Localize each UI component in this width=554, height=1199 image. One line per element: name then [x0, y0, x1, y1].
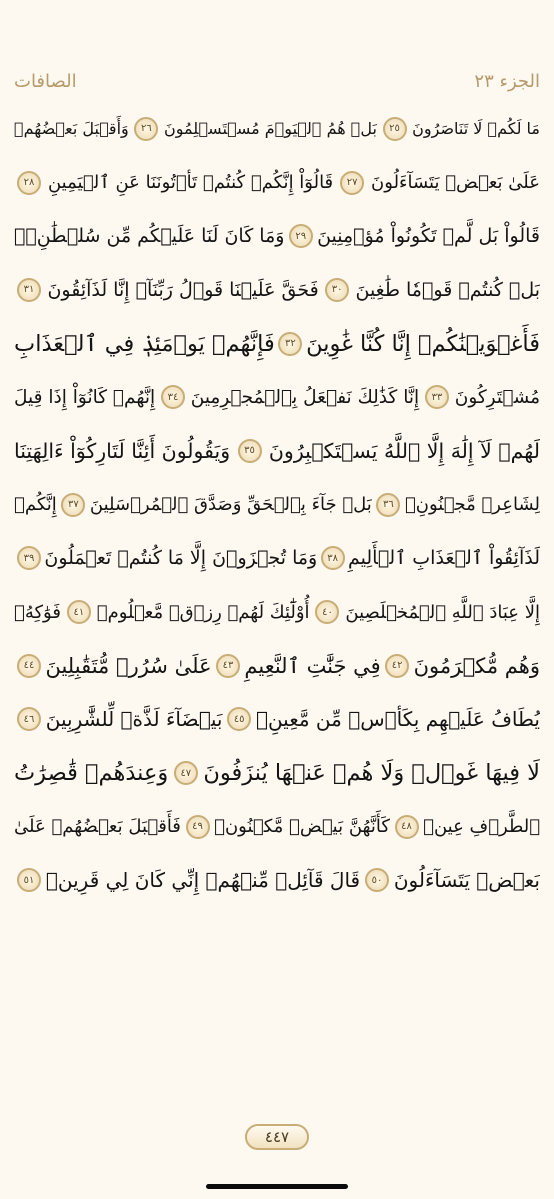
verse-text[interactable]: وَمَا كَانَ لَنَا عَلَيۡكُم مِّن سُلۡطَٰنِۭۖ: [14, 225, 285, 248]
ayah-number-marker[interactable]: ٣٠: [325, 278, 349, 302]
text-line: [14, 532, 540, 586]
text-line: [14, 317, 540, 371]
text-line: [14, 854, 540, 908]
text-line: [14, 424, 540, 478]
ayah-number-marker[interactable]: ٣٣: [425, 385, 449, 409]
ayah-number-marker[interactable]: ٣٦: [376, 493, 400, 517]
ayah-number-marker[interactable]: ٣٤: [161, 385, 185, 409]
verse-text[interactable]: لِشَاعِرٖ مَّجۡنُونِۭ: [404, 494, 540, 516]
text-line: [14, 639, 540, 693]
verse-text[interactable]: عَلَىٰ سُرُرٖ مُّتَقَٰبِلِينَ: [45, 653, 212, 678]
verse-text[interactable]: بَلۡ جَآءَ بِٱلۡحَقِّ وَصَدَّقَ ٱلۡمُرۡسَلِينَ: [89, 494, 372, 516]
ayah-number-marker[interactable]: ٢٨: [17, 171, 41, 195]
ayah-number-marker[interactable]: ٣٩: [17, 546, 41, 570]
verse-text[interactable]: بَيۡضَآءَ لَذَّةٖ لِّلشَّٰرِبِينَ: [45, 707, 223, 732]
ayah-number-marker[interactable]: ٤٤: [17, 654, 41, 678]
page-number: ٤٤٧: [264, 1128, 290, 1146]
ayah-number-marker[interactable]: ٢٧: [340, 171, 364, 195]
verse-text[interactable]: لَذَآئِقُواْ ٱلۡعَذَابِ ٱلۡأَلِيمِ: [347, 547, 540, 570]
ayah-number-marker[interactable]: ٢٩: [289, 224, 313, 248]
verse-text[interactable]: إِنَّهُمۡ كَانُوٓاْ إِذَا قِيلَ: [14, 386, 156, 408]
ayah-number-marker[interactable]: ٣٥: [238, 439, 262, 463]
ayah-number-marker[interactable]: ٥٠: [365, 868, 389, 892]
text-line: [14, 585, 540, 639]
page-header: [14, 66, 540, 96]
ayah-number-marker[interactable]: ٢٦: [134, 117, 158, 141]
verse-text[interactable]: أُوْلَٰٓئِكَ لَهُمۡ رِزۡقٞ مَّعۡلُومٞ: [96, 601, 310, 623]
verse-text[interactable]: قَالُواْ بَل لَّمۡ تَكُونُواْ مُؤۡمِنِينَ: [317, 225, 540, 248]
verse-text[interactable]: بَلۡ كُنتُمۡ قَوۡمٗا طَٰغِينَ: [355, 278, 540, 301]
verse-text[interactable]: وَيَقُولُونَ أَئِنَّا لَتَارِكُوٓاْ ءَالِهَتِنَا: [14, 438, 231, 463]
ayah-number-marker[interactable]: ٣٢: [278, 332, 302, 356]
ayah-number-marker[interactable]: ٢٥: [383, 117, 407, 141]
ayah-number-marker[interactable]: ٤١: [67, 600, 91, 624]
verse-text[interactable]: لَهُمۡ لَآ إِلَٰهَ إِلَّا ٱللَّهُ يَسۡتَكۡبِرُونَ: [268, 438, 540, 463]
text-line: [14, 478, 540, 532]
verse-text[interactable]: وَعِندَهُمۡ قَٰصِرَٰتُ: [14, 760, 169, 787]
ayah-number-marker[interactable]: ٤٥: [227, 707, 251, 731]
text-line: [14, 209, 540, 263]
verse-text[interactable]: يُطَافُ عَلَيۡهِم بِكَأۡسٖ مِّن مَّعِينِۭ: [255, 707, 540, 732]
home-indicator[interactable]: [206, 1184, 348, 1189]
verse-text[interactable]: فَإِنَّهُمۡ يَوۡمَئِذٖ فِي ٱلۡعَذَابِ: [14, 330, 275, 357]
verse-text[interactable]: ٱلطَّرۡفِ عِينٞ: [423, 816, 540, 838]
text-line: [14, 102, 540, 156]
verse-text[interactable]: إِلَّا عِبَادَ ٱللَّهِ ٱلۡمُخۡلَصِينَ: [345, 601, 540, 623]
ayah-number-marker[interactable]: ٤٧: [174, 761, 198, 785]
text-line: [14, 156, 540, 210]
verse-text[interactable]: فِي جَنَّٰتِ ٱلنَّعِيمِ: [244, 653, 381, 678]
verse-text[interactable]: إِنَّا كَذَٰلِكَ نَفۡعَلُ بِٱلۡمُجۡرِمِينَ: [190, 386, 420, 408]
text-line: [14, 800, 540, 854]
ayah-number-marker[interactable]: ٤٩: [186, 815, 210, 839]
ayah-number-marker[interactable]: ٣٧: [61, 493, 85, 517]
ayah-number-marker[interactable]: ٤٢: [385, 654, 409, 678]
verse-text[interactable]: مَا لَكُمۡ لَا تَنَاصَرُونَ: [412, 119, 540, 139]
verse-text[interactable]: مُشۡتَرِكُونَ: [454, 386, 540, 408]
ayah-number-marker[interactable]: ٤٨: [395, 815, 419, 839]
verse-text[interactable]: وَهُم مُّكۡرَمُونَ: [413, 653, 540, 678]
quran-page-text: [14, 102, 540, 907]
ayah-number-marker[interactable]: ٣١: [17, 278, 41, 302]
verse-text[interactable]: وَأَقۡبَلَ بَعۡضُهُمۡ: [14, 119, 129, 139]
verse-text[interactable]: بَعۡضٖ يَتَسَآءَلُونَ: [393, 868, 540, 893]
verse-text[interactable]: بَلۡ هُمُ ٱلۡيَوۡمَ مُسۡتَسۡلِمُونَ: [164, 119, 377, 139]
verse-text[interactable]: فَوَٰكِهُۖ: [14, 601, 61, 623]
text-line: [14, 370, 540, 424]
verse-text[interactable]: كَأَنَّهُنَّ بَيۡضٞ مَّكۡنُونٞ: [214, 816, 390, 838]
ayah-number-marker[interactable]: ٤٦: [17, 707, 41, 731]
verse-text[interactable]: عَلَىٰ بَعۡضٖ يَتَسَآءَلُونَ: [371, 172, 540, 194]
ayah-number-marker[interactable]: ٤٣: [216, 654, 240, 678]
verse-text[interactable]: فَأَقۡبَلَ بَعۡضُهُمۡ عَلَىٰ: [14, 816, 181, 838]
text-line: [14, 693, 540, 747]
surah-name: الصافات: [14, 70, 77, 92]
text-line: [14, 746, 540, 800]
ayah-number-marker[interactable]: ٣٨: [321, 546, 345, 570]
verse-text[interactable]: وَمَا تُجۡزَوۡنَ إِلَّا مَا كُنتُمۡ تَعۡمَلُونَ: [44, 547, 318, 570]
page-number-badge: [245, 1124, 309, 1150]
juz-label: الجزء ٢٣: [474, 70, 540, 92]
verse-text[interactable]: فَأَغۡوَيۡنَٰكُمۡ إِنَّا كُنَّا غَٰوِينَ: [306, 330, 540, 357]
verse-text[interactable]: إِنَّكُمۡ: [14, 494, 57, 516]
ayah-number-marker[interactable]: ٥١: [17, 868, 41, 892]
text-line: [14, 263, 540, 317]
verse-text[interactable]: قَالُوٓاْ إِنَّكُمۡ كُنتُمۡ تَأۡتُونَنَا عَنِ ٱلۡيَمِينِ: [47, 172, 334, 194]
verse-text[interactable]: قَالَ قَآئِلٞ مِّنۡهُمۡ إِنِّي كَانَ لِي قَرِينٞ: [45, 868, 361, 893]
ayah-number-marker[interactable]: ٤٠: [315, 600, 339, 624]
verse-text[interactable]: فَحَقَّ عَلَيۡنَا قَوۡلُ رَبِّنَآۖ إِنَّا لَذَآئِقُونَ: [47, 278, 319, 301]
verse-text[interactable]: لَا فِيهَا غَوۡلٞ وَلَا هُمۡ عَنۡهَا يُنزَفُونَ: [203, 760, 540, 787]
